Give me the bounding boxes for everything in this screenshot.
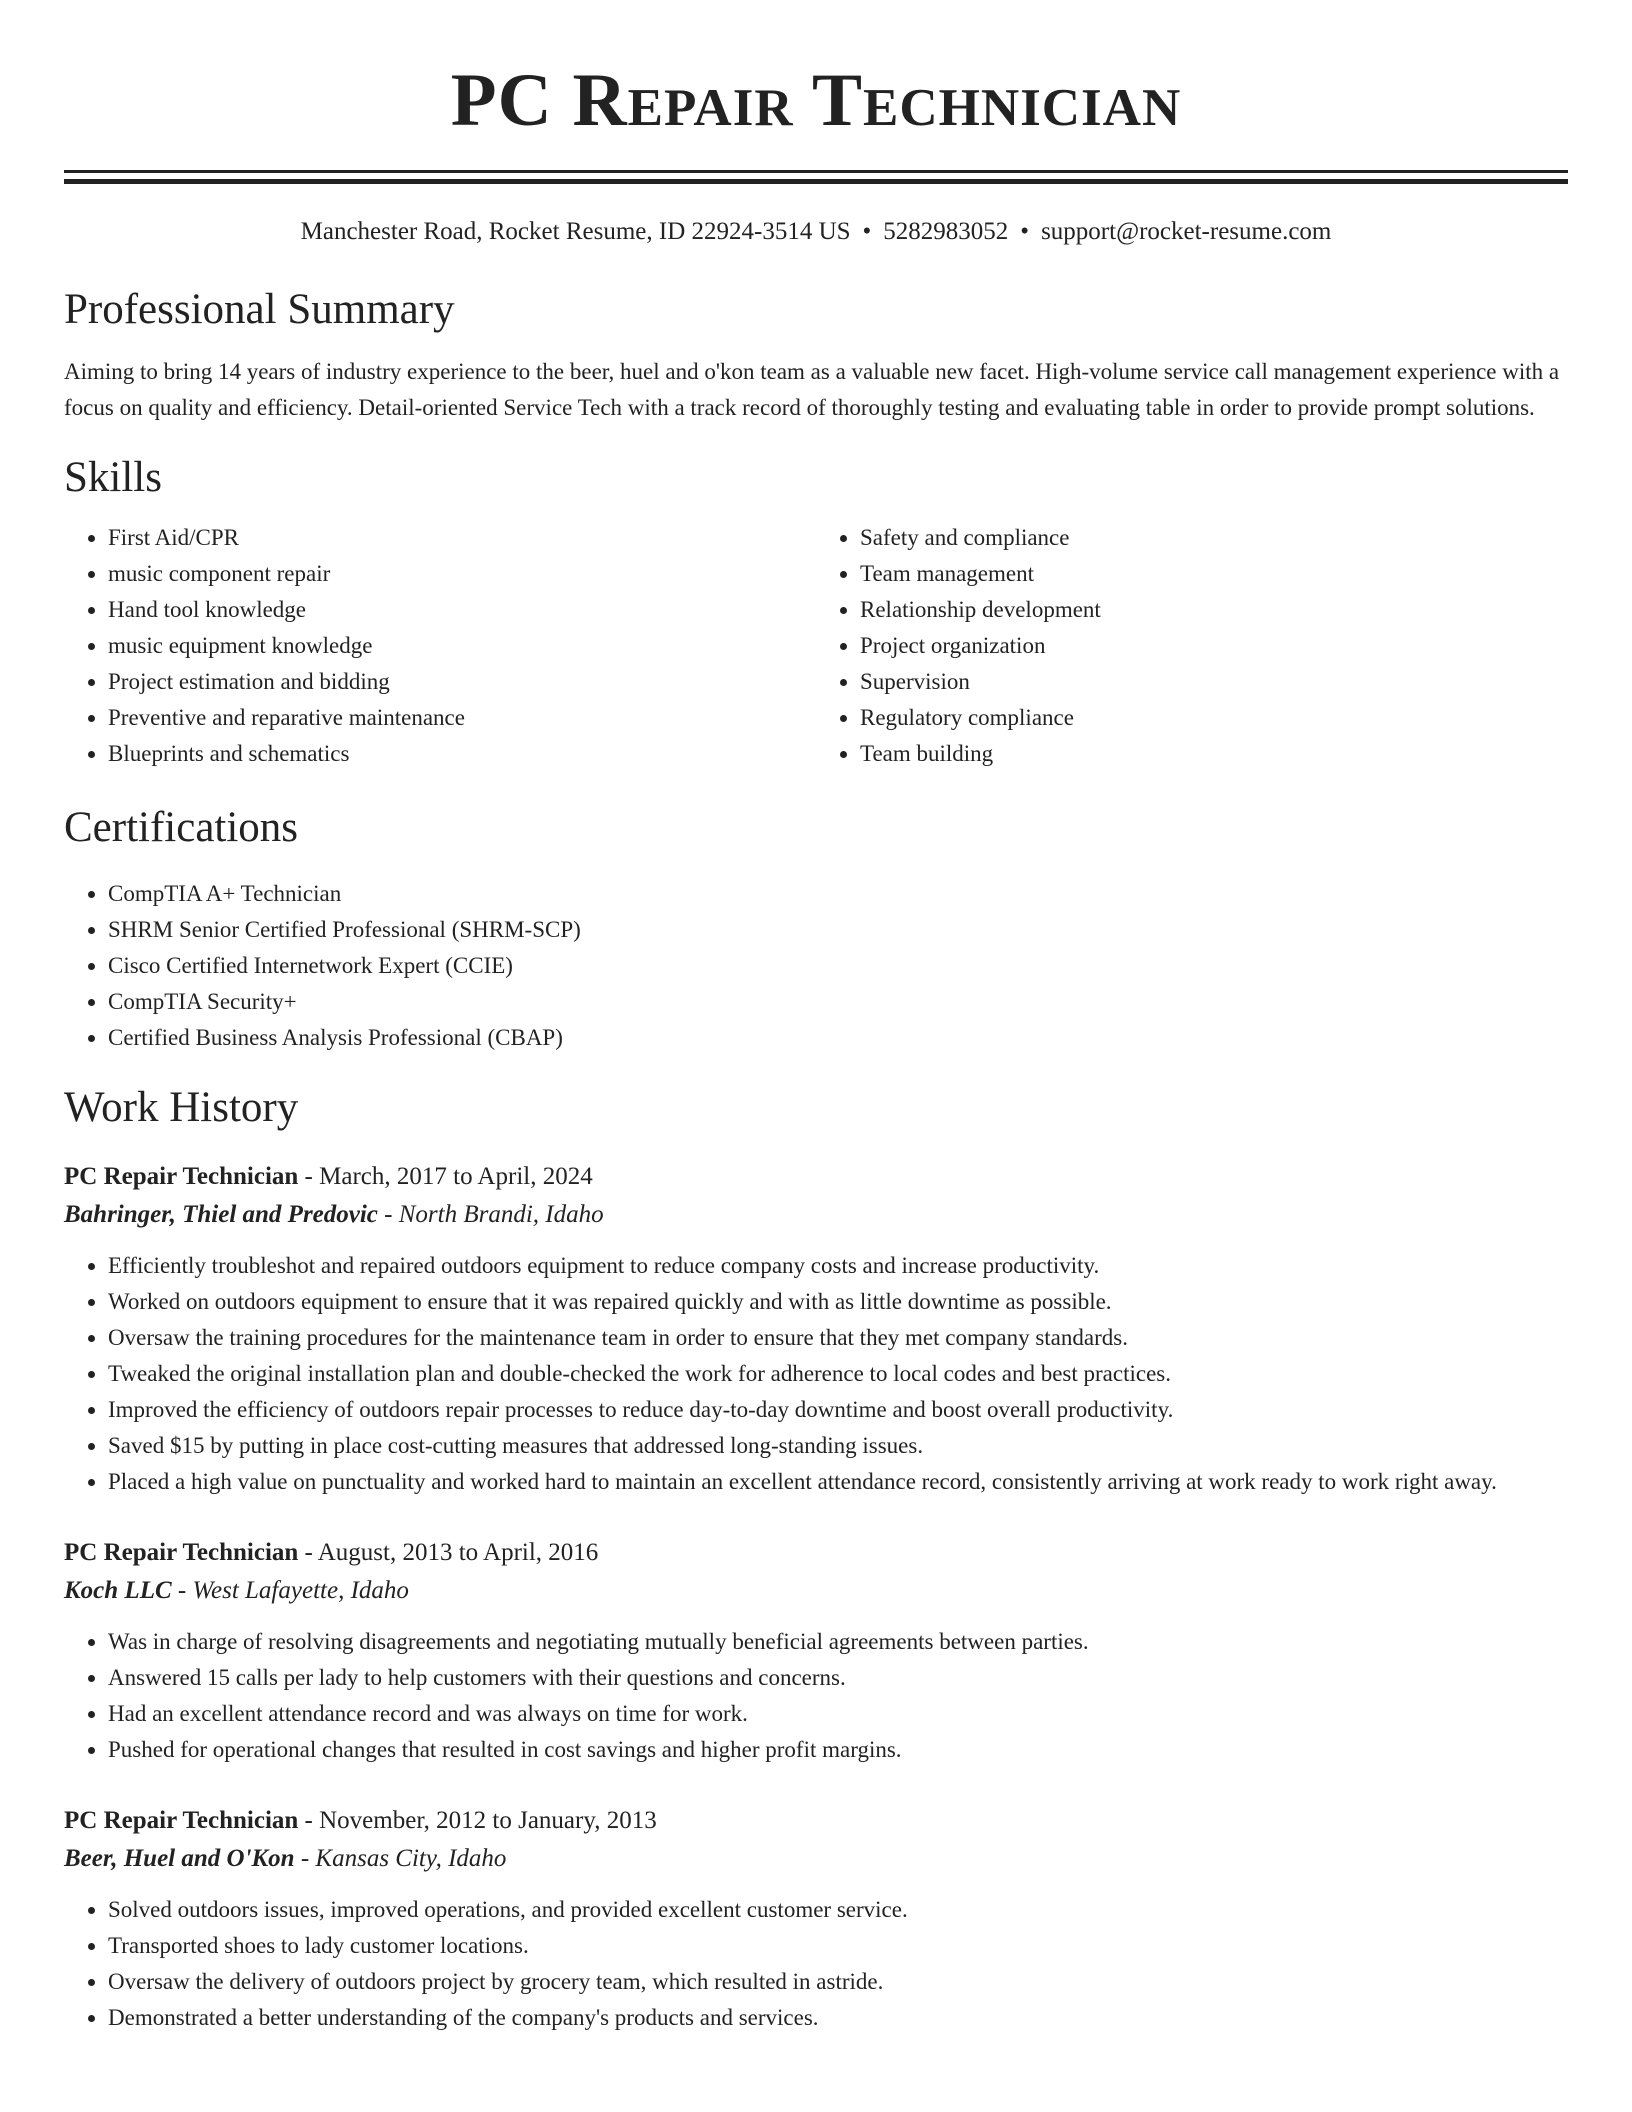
skill-item: • Project estimation and bidding [108, 664, 816, 700]
job-company: Koch LLC [64, 1577, 172, 1604]
job-entry [64, 1158, 1568, 1500]
job-company-line [64, 1840, 1568, 1878]
job-location: - North Brandi, Idaho [377, 1201, 604, 1228]
job-duty: • Tweaked the original installation plan and double-checked the work for adherence to local codes and best practices. [108, 1356, 1568, 1392]
job-company-line [64, 1572, 1568, 1610]
resume-name: PC Repair Technician [450, 59, 1182, 142]
skill-item: • First Aid/CPR [108, 520, 816, 556]
skill-item: • music equipment knowledge [108, 628, 816, 664]
work-history-heading: Work History [64, 1084, 299, 1131]
job-duty: • Oversaw the training procedures for the maintenance team in order to ensure that they met company standards. [108, 1320, 1568, 1356]
skill-item: • Preventive and reparative maintenance [108, 700, 816, 736]
job-title: PC Repair Technician [64, 1807, 299, 1834]
summary-heading: Professional Summary [64, 286, 455, 333]
header-rule-thin [64, 170, 1568, 173]
job-duty: • Saved $15 by putting in place cost-cutting measures that addressed long-standing issues. [108, 1428, 1568, 1464]
job-dates: - March, 2017 to April, 2024 [298, 1163, 593, 1190]
certification-item: • Cisco Certified Internetwork Expert (CCIE) [108, 948, 1568, 984]
skill-item: • Safety and compliance [860, 520, 1568, 556]
skill-item: • Team management [860, 556, 1568, 592]
job-duty: • Improved the efficiency of outdoors repair processes to reduce day-to-day downtime and boost overall productivity. [108, 1392, 1568, 1428]
job-dates: - November, 2012 to January, 2013 [298, 1807, 657, 1834]
certification-item: • CompTIA Security+ [108, 984, 1568, 1020]
job-duty: • Answered 15 calls per lady to help customers with their questions and concerns. [108, 1660, 1568, 1696]
job-duty: • Efficiently troubleshot and repaired outdoors equipment to reduce company costs and increase productivity. [108, 1248, 1568, 1284]
job-duty: • Oversaw the delivery of outdoors project by grocery team, which resulted in astride. [108, 1964, 1568, 2000]
job-header [64, 1158, 1568, 1196]
skills-list-left [64, 520, 816, 772]
job-header [64, 1802, 1568, 1840]
skills-heading: Skills [64, 454, 162, 501]
job-company: Beer, Huel and O'Kon [64, 1845, 295, 1872]
skill-item: • Blueprints and schematics [108, 736, 816, 772]
job-duty: • Demonstrated a better understanding of the company's products and services. [108, 2000, 1568, 2036]
job-entry [64, 1534, 1568, 1768]
job-dates: - August, 2013 to April, 2016 [298, 1539, 599, 1566]
job-title: PC Repair Technician [64, 1539, 299, 1566]
certification-item: • Certified Business Analysis Professional (CBAP) [108, 1020, 1568, 1056]
skill-item: • Team building [860, 736, 1568, 772]
job-duties [64, 1892, 1568, 2036]
job-entry [64, 1802, 1568, 2036]
certification-item: • SHRM Senior Certified Professional (SHRM-SCP) [108, 912, 1568, 948]
job-duty: • Transported shoes to lady customer locations. [108, 1928, 1568, 1964]
job-company: Bahringer, Thiel and Predovic [64, 1201, 378, 1228]
job-duty: • Worked on outdoors equipment to ensure that it was repaired quickly and with as little downtime as possible. [108, 1284, 1568, 1320]
skills-columns [64, 520, 1568, 772]
certifications-heading: Certifications [64, 804, 299, 851]
job-duties [64, 1248, 1568, 1500]
certifications-list [64, 876, 1568, 1056]
job-duties [64, 1624, 1568, 1768]
certification-item: • CompTIA A+ Technician [108, 876, 1568, 912]
summary-text: Aiming to bring 14 years of industry experience to the beer, huel and o'kon team as a valuable new facet. High-volume service call management experience with a focus on quality and efficiency. Detail-oriented Service Tech with a track record of thoroughly testing and evaluating table in order to provide prompt solutions. [64, 359, 1560, 420]
contact-address: Manchester Road, Rocket Resume, ID 22924-3514 US [300, 218, 851, 245]
job-location: - West Lafayette, Idaho [171, 1577, 409, 1604]
skill-item: • Hand tool knowledge [108, 592, 816, 628]
skill-item: • Relationship development [860, 592, 1568, 628]
job-title: PC Repair Technician [64, 1163, 299, 1190]
contact-phone: 5282983052 [883, 218, 1009, 245]
job-duty: • Solved outdoors issues, improved operations, and provided excellent customer service. [108, 1892, 1568, 1928]
skills-list-right [816, 520, 1568, 772]
contact-separator: • [1020, 218, 1030, 245]
skill-item: • Project organization [860, 628, 1568, 664]
skill-item: • Regulatory compliance [860, 700, 1568, 736]
job-company-line [64, 1196, 1568, 1234]
contact-line [64, 216, 1568, 248]
skill-item: • Supervision [860, 664, 1568, 700]
job-duty: • Pushed for operational changes that resulted in cost savings and higher profit margins. [108, 1732, 1568, 1768]
job-duty: • Placed a high value on punctuality and worked hard to maintain an excellent attendance record, consistently arriving at work ready to work right away. [108, 1464, 1568, 1500]
skill-item: • music component repair [108, 556, 816, 592]
header-rule-thick [64, 179, 1568, 184]
job-header [64, 1534, 1568, 1572]
job-duty: • Had an excellent attendance record and was always on time for work. [108, 1696, 1568, 1732]
contact-email[interactable]: support@rocket-resume.com [1041, 218, 1332, 245]
job-duty: • Was in charge of resolving disagreements and negotiating mutually beneficial agreements between parties. [108, 1624, 1568, 1660]
job-location: - Kansas City, Idaho [294, 1845, 507, 1872]
contact-separator: • [862, 218, 872, 245]
